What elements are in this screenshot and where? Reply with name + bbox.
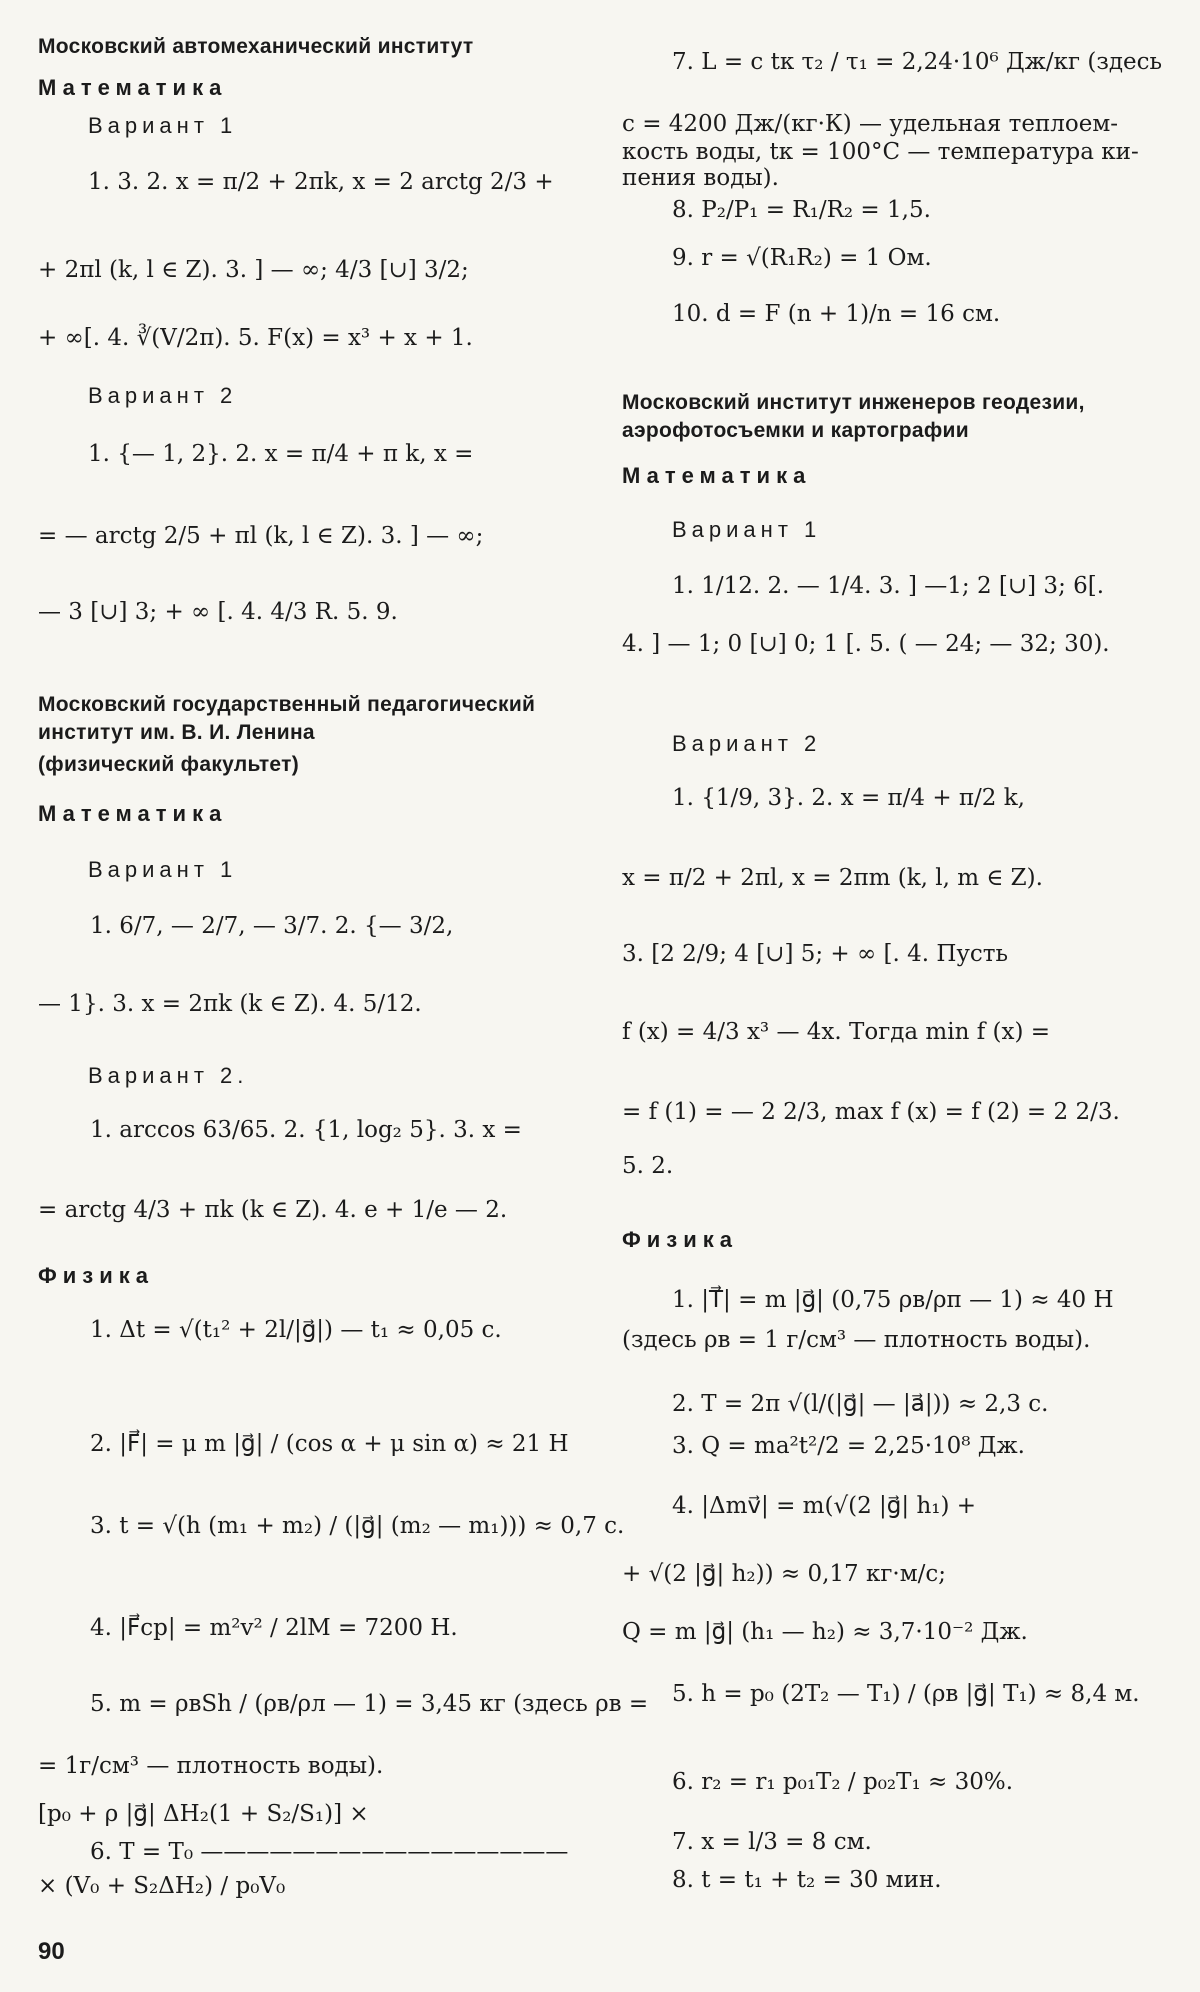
right-line: кость воды, tк = 100°С — температура ки- <box>622 139 1139 165</box>
left-line: 3. t = √(h (m₁ + m₂) / (|g⃗| (m₂ — m₁))) ≈ 0,7 c. <box>90 1513 625 1539</box>
left-line: Математика <box>38 75 228 100</box>
left-line: Физика <box>38 1263 155 1288</box>
right-line: 1. 1/12. 2. — 1/4. 3. ] —1; 2 [∪] 3; 6[. <box>672 573 1105 599</box>
left-line: 2. |F⃗| = μ m |g⃗| / (cos α + μ sin α) ≈ 21 H <box>90 1431 569 1457</box>
left-line: 6. T = T₀ ———————————————— <box>90 1839 569 1865</box>
left-line: 1. {— 1, 2}. 2. x = π/4 + π k, x = <box>88 441 474 467</box>
left-line: институт им. В. И. Ленина <box>38 721 315 744</box>
left-line: Вариант 2. <box>88 1063 249 1088</box>
left-line: — 3 [∪] 3; + ∞ [. 4. 4/3 R. 5. 9. <box>38 599 398 625</box>
right-line: 9. r = √(R₁R₂) = 1 Ом. <box>672 245 932 271</box>
right-line: аэрофотосъемки и картографии <box>622 419 969 442</box>
right-line: 3. [2 2/9; 4 [∪] 5; + ∞ [. 4. Пусть <box>622 941 1009 967</box>
right-line: (здесь ρв = 1 г/см³ — плотность воды). <box>622 1327 1091 1353</box>
right-line: x = π/2 + 2πl, x = 2πm (k, l, m ∈ Z). <box>622 865 1043 891</box>
right-line: Математика <box>622 463 812 488</box>
left-line: Вариант 1 <box>88 857 238 882</box>
left-line: 1. 3. 2. x = π/2 + 2πk, x = 2 arctg 2/3 + <box>88 169 554 195</box>
left-line: = arctg 4/3 + πk (k ∈ Z). 4. e + 1/e — 2. <box>38 1197 508 1223</box>
left-line: 1. 6/7, — 2/7, — 3/7. 2. {— 3/2, <box>90 913 454 939</box>
right-line: 10. d = F (n + 1)/n = 16 см. <box>672 301 1001 327</box>
left-line: = 1г/см³ — плотность воды). <box>38 1753 384 1779</box>
left-line: Вариант 1 <box>88 113 238 138</box>
right-line: 5. h = p₀ (2T₂ — T₁) / (ρв |g⃗| T₁) ≈ 8,4 м. <box>672 1681 1140 1707</box>
right-line: 7. L = c tк τ₂ / τ₁ = 2,24·10⁶ Дж/кг (здесь <box>672 49 1163 75</box>
right-line: 5. 2. <box>622 1153 674 1179</box>
right-line: Московский институт инженеров геодезии, <box>622 391 1085 414</box>
right-line: + √(2 |g⃗| h₂)) ≈ 0,17 кг·м/с; <box>622 1561 946 1587</box>
left-line: 4. |F⃗ср| = m²v² / 2lM = 7200 H. <box>90 1615 458 1641</box>
left-line: Московский государственный педагогический <box>38 693 536 716</box>
left-line: Московский автомеханический институт <box>38 35 474 58</box>
left-line: — 1}. 3. x = 2πk (k ∈ Z). 4. 5/12. <box>38 991 422 1017</box>
left-line: 5. m = ρвSh / (ρв/ρл — 1) = 3,45 кг (здесь ρв = <box>90 1691 649 1717</box>
right-line: 6. r₂ = r₁ p₀₁T₂ / p₀₂T₁ ≈ 30%. <box>672 1769 1014 1795</box>
right-line: Физика <box>622 1227 739 1252</box>
right-line: Вариант 1 <box>672 517 822 542</box>
left-line: 1. Δt = √(t₁² + 2l/|g⃗|) — t₁ ≈ 0,05 c. <box>90 1317 502 1343</box>
left-line: × (V₀ + S₂ΔH₂) / p₀V₀ <box>38 1873 286 1899</box>
left-line: 1. arccos 63/65. 2. {1, log₂ 5}. 3. x = <box>90 1117 522 1143</box>
left-line: + ∞[. 4. ∛(V/2π). 5. F(x) = x³ + x + 1. <box>38 325 473 351</box>
page-number: 90 <box>38 1938 65 1965</box>
left-line: + 2πl (k, l ∈ Z). 3. ] — ∞; 4/3 [∪] 3/2; <box>38 257 469 283</box>
right-line: пения воды). <box>622 165 779 191</box>
left-line: (физический факультет) <box>38 753 299 776</box>
right-line: 8. t = t₁ + t₂ = 30 мин. <box>672 1867 942 1893</box>
right-line: f (x) = 4/3 x³ — 4x. Тогда min f (x) = <box>622 1019 1051 1045</box>
right-line: 4. ] — 1; 0 [∪] 0; 1 [. 5. ( — 24; — 32; 30). <box>622 631 1110 657</box>
right-line: 2. T = 2π √(l/(|g⃗| — |a⃗|)) ≈ 2,3 c. <box>672 1391 1049 1417</box>
left-line: [p₀ + ρ |g⃗| ΔH₂(1 + S₂/S₁)] × <box>38 1801 369 1827</box>
right-line: 8. P₂/P₁ = R₁/R₂ = 1,5. <box>672 197 931 223</box>
left-line: Математика <box>38 801 228 826</box>
right-line: Q = m |g⃗| (h₁ — h₂) ≈ 3,7·10⁻² Дж. <box>622 1619 1028 1645</box>
right-line: 4. |Δmv⃗| = m(√(2 |g⃗| h₁) + <box>672 1493 977 1519</box>
right-line: c = 4200 Дж/(кг·К) — удельная теплоем- <box>622 111 1119 137</box>
right-line: 3. Q = ma²t²/2 = 2,25·10⁸ Дж. <box>672 1433 1025 1459</box>
right-line: = f (1) = — 2 2/3, max f (x) = f (2) = 2 2/3. <box>622 1099 1120 1125</box>
left-line: = — arctg 2/5 + πl (k, l ∈ Z). 3. ] — ∞; <box>38 523 484 549</box>
left-line: Вариант 2 <box>88 383 238 408</box>
right-line: 1. {1/9, 3}. 2. x = π/4 + π/2 k, <box>672 785 1025 811</box>
right-line: 7. x = l/3 = 8 см. <box>672 1829 872 1855</box>
right-line: 1. |T⃗| = m |g⃗| (0,75 ρв/ρп — 1) ≈ 40 H <box>672 1287 1114 1313</box>
right-line: Вариант 2 <box>672 731 822 756</box>
